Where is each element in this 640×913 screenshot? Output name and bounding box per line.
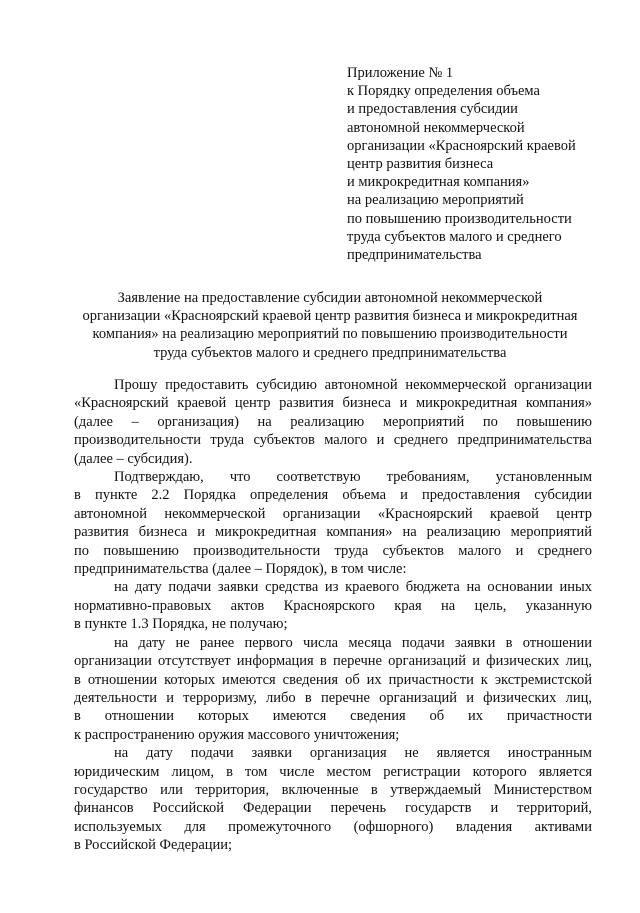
paragraph-line: развития бизнеса и микрокредитная компания» на реализацию мероприятий [74,524,592,541]
paragraph-request [74,376,592,468]
appendix-line: и микрокредитная компания» [347,174,530,191]
paragraph-line: в отношении которых имеются сведения об их причастности [74,708,592,725]
paragraph-line: (далее – организация) на реализацию мероприятий по повышению [74,413,592,430]
paragraph-foreign-entity [74,744,592,854]
appendix-line: на реализацию мероприятий [347,192,524,209]
paragraph-line: в Российской Федерации; [74,837,233,854]
paragraph-line: в пункте 2.2 Порядка определения объема и предоставления субсидии [74,487,592,504]
title-line: труда субъектов малого и среднего предпринимательства [153,344,507,361]
paragraph-line: в пункте 1.3 Порядка, не получаю; [74,616,288,633]
document-body [74,376,592,855]
paragraph-line: к распространению оружия массового уничтожения; [74,726,400,743]
title-line: организации «Красноярский краевой центр развития бизнеса и микрокредитная [82,308,578,325]
paragraph-line: юридическим лицом, в том числе местом регистрации которого является [74,763,592,780]
paragraph-line: производительности труда субъектов малого и среднего предпринимательства [74,432,592,449]
paragraph-line: на дату подачи заявки организация не является иностранным [114,745,592,762]
appendix-line: и предоставления субсидии [347,101,518,118]
paragraph-line: Прошу предоставить субсидию автономной некоммерческой организации [114,377,592,393]
appendix-block [347,64,637,264]
paragraph-line: (далее – субсидия). [74,450,193,467]
paragraph-line: «Красноярский краевой центр развития бизнеса и микрокредитная компания» [74,395,592,412]
paragraph-confirm [74,468,592,578]
paragraph-line: организации отсутствует информация в перечне организаций и физических лиц, [74,653,592,670]
paragraph-line: деятельности и терроризму, либо в перечне организаций и физических лиц, [74,689,592,706]
paragraph-line: нормативно-правовых актов Красноярского края на цель, указанную [74,597,592,614]
document-title [60,289,600,362]
appendix-line: к Порядку определения объема [347,83,540,100]
paragraph-budget-funds [74,578,592,633]
paragraph-line: на дату не ранее первого числа месяца подачи заявки в отношении [114,634,592,651]
paragraph-line: автономной некоммерческой организации «Красноярский краевой центр [74,505,592,522]
appendix-line: по повышению производительности [347,210,572,227]
appendix-line: Приложение № 1 [347,65,454,81]
paragraph-line: используемых для промежуточного (офшорного) владения активами [74,818,592,835]
appendix-line: предпринимательства [347,247,482,264]
paragraph-line: по повышению производительности труда субъектов малого и среднего [74,542,592,559]
appendix-line: труда субъектов малого и среднего [347,228,562,245]
appendix-line: организации «Красноярский краевой [347,137,576,154]
paragraph-extremism-list [74,634,592,744]
paragraph-line: Подтверждаю, что соответствую требованиям, установленным [114,469,592,486]
title-line: компания» на реализацию мероприятий по повышению производительности [92,326,568,343]
appendix-line: центр развития бизнеса [347,156,494,173]
paragraph-line: предпринимательства (далее – Порядок), в том числе: [74,561,407,578]
paragraph-line: государство или территория, включенные в утверждаемый Министерством [74,781,592,798]
appendix-line: автономной некоммерческой [347,119,525,136]
title-line: Заявление на предоставление субсидии автономной некоммерческой [117,290,543,306]
paragraph-line: в отношении которых имеются сведения об их причастности к экстремистской [74,671,592,688]
paragraph-line: на дату подачи заявки средства из краевого бюджета на основании иных [114,579,592,596]
paragraph-line: финансов Российской Федерации перечень государств и территорий, [74,800,592,817]
